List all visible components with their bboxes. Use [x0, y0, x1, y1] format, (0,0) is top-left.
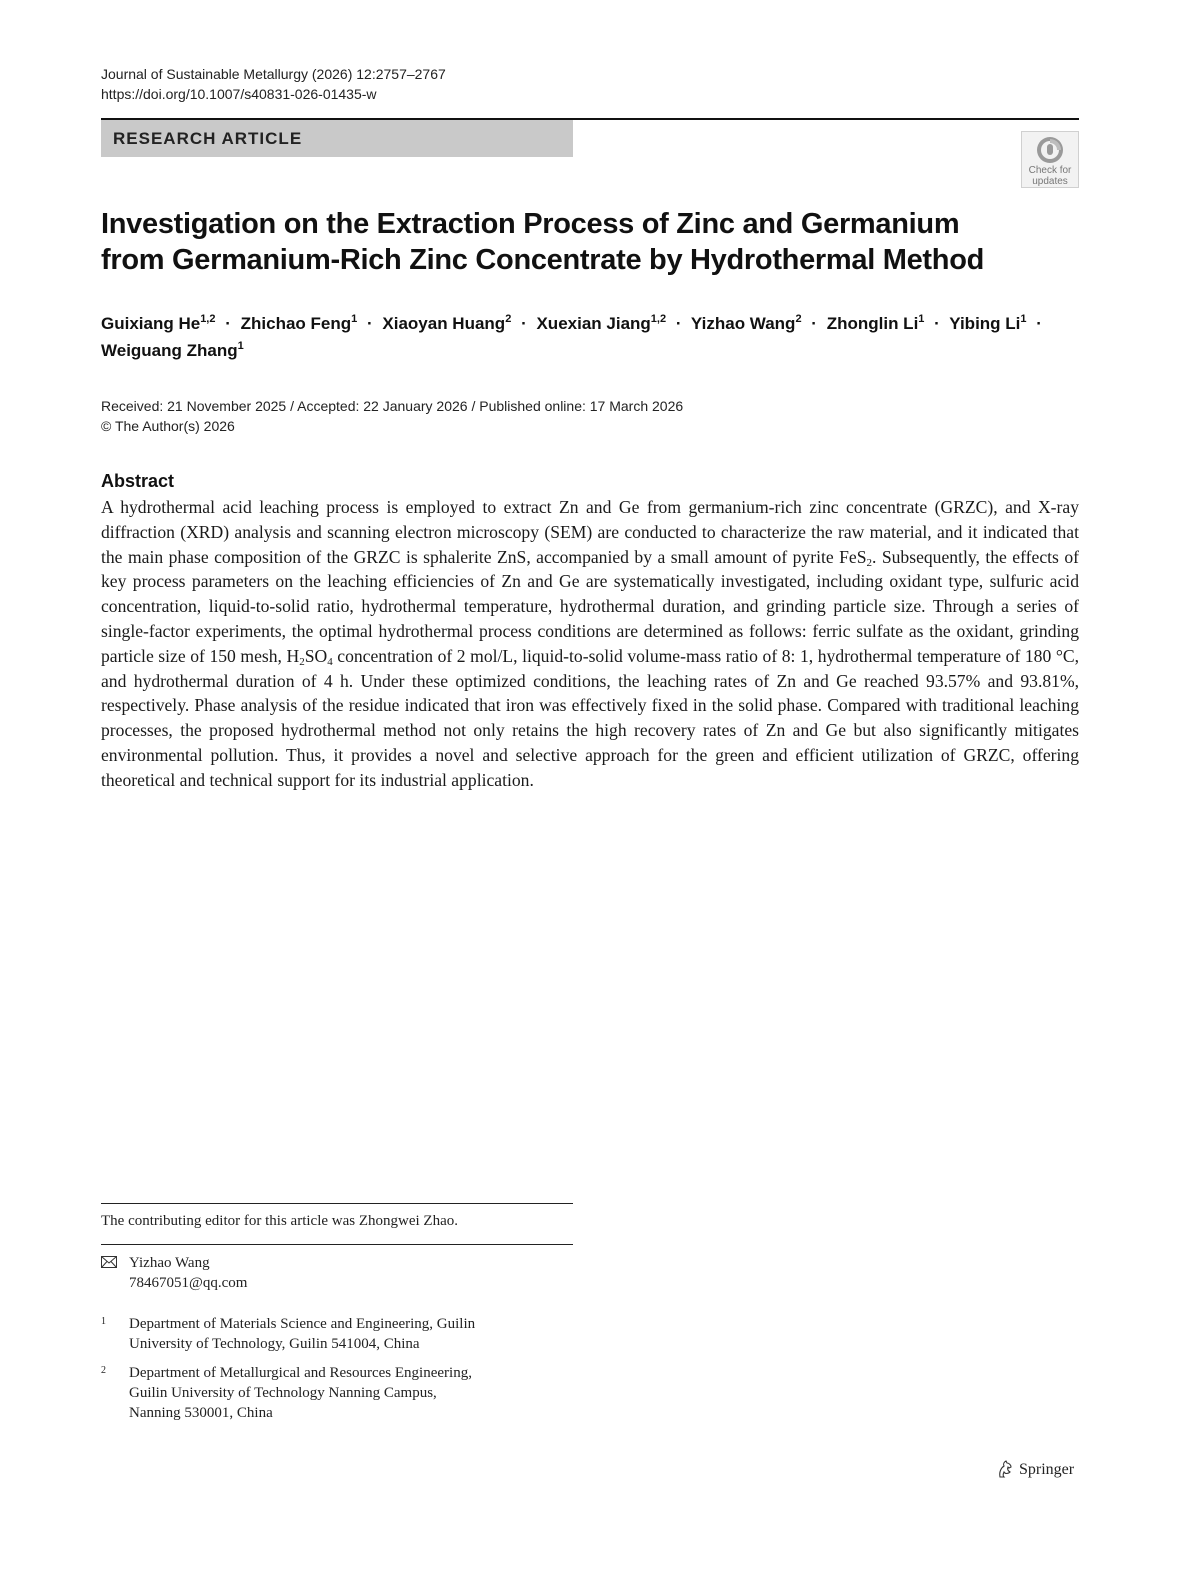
author-separator: · [225, 314, 231, 333]
affiliation-number: 1 [101, 1316, 106, 1327]
author-name: Yibing Li [949, 314, 1021, 333]
affiliation-line: University of Technology, Guilin 541004, China [129, 1336, 420, 1352]
abstract-subscript-3: 4 [327, 655, 333, 668]
abstract-heading: Abstract [101, 471, 175, 491]
abstract-subscript-1: 2 [866, 556, 872, 569]
author-affiliation-marker: 2 [505, 313, 512, 325]
publication-dates [101, 396, 683, 436]
author[interactable] [827, 314, 925, 333]
author-name: Xuexian Jiang [536, 314, 651, 333]
copyright-line: © The Author(s) 2026 [101, 418, 235, 434]
article-title [101, 206, 1081, 278]
title-line-1: Investigation on the Extraction Process of Zinc and Germanium [101, 208, 960, 240]
springer-horse-icon [995, 1459, 1015, 1479]
journal-citation: Journal of Sustainable Metallurgy (2026) 12:2757–2767 [101, 66, 446, 82]
abstract-text-2: . Subsequently, the effects of key process parameters on the leaching efficiencies of Zn and Ge are systematically investigated, including oxidant type, sulfuric acid concentration, liquid-to-solid ratio, hydrothermal temperature, hydrothermal duration, and grinding particle size. Through a series of single-factor experiments, the optimal hydrothermal process conditions are determined as follows: ferric sulfate as the oxidant, grinding particle size of 150 mesh, H [101, 546, 1079, 666]
history-dates: Received: 21 November 2025 / Accepted: 22 January 2026 / Published online: 17 March 2026 [101, 398, 684, 414]
publisher-logo [995, 1459, 1074, 1479]
abstract-text-4: concentration of 2 mol/L, liquid-to-solid volume-mass ratio of 8: 1, hydrothermal temperature of 180 °C, and hydrothermal duration of 4 h. Under these optimized conditions, the leaching rates of Zn and Ge reached 93.57% and 93.81%, respectively. Phase analysis of the residue indicated that iron was effectively fixed in the solid phase. Compared with traditional leaching processes, the proposed hydrothermal method not only retains the high recovery rates of Zn and Ge but also significantly mitigates environmental pollution. Thus, it provides a novel and selective approach for the green and efficient utilization of GRZC, offering theoretical and technical support for its industrial application. [101, 645, 1079, 790]
author[interactable] [101, 341, 244, 360]
article-type-banner [101, 120, 573, 157]
author-separator: · [811, 314, 817, 333]
author-separator: · [675, 314, 682, 333]
affiliation-line: Nanning 530001, China [129, 1405, 273, 1421]
affiliation-line: Department of Metallurgical and Resources Engineering, [129, 1365, 472, 1381]
author-affiliation-marker: 1 [1020, 313, 1027, 325]
journal-header [101, 64, 446, 104]
author-affiliation-marker: 2 [795, 313, 802, 325]
author-separator: · [521, 314, 527, 333]
author-name: Yizhao Wang [690, 314, 796, 333]
footnote-rule-bottom [101, 1244, 573, 1245]
corresponding-author-email[interactable]: 78467051@qq.com [129, 1275, 248, 1291]
author[interactable] [241, 314, 358, 333]
footnote-rule-top [101, 1203, 573, 1204]
author-affiliation-marker: 1,2 [200, 313, 216, 325]
author[interactable] [382, 314, 511, 333]
abstract-subscript-2: 2 [299, 655, 305, 668]
publisher-name: Springer [1019, 1461, 1075, 1478]
corresponding-author-name: Yizhao Wang [129, 1255, 210, 1271]
corresponding-author [101, 1253, 247, 1293]
author[interactable] [536, 314, 666, 333]
author[interactable] [691, 314, 802, 333]
author-affiliation-marker: 1 [237, 340, 244, 352]
author[interactable] [949, 314, 1026, 333]
affiliation-number: 2 [101, 1365, 106, 1376]
author-affiliation-marker: 1 [351, 313, 358, 325]
envelope-icon [101, 1256, 117, 1268]
author-name: Xiaoyan Huang [382, 314, 506, 333]
author-separator: · [366, 314, 373, 333]
affiliation-2 [101, 1363, 472, 1423]
check-updates-line2: updates [1032, 176, 1068, 187]
author[interactable] [101, 314, 215, 333]
abstract-body [101, 495, 1079, 793]
abstract-text-1: A hydrothermal acid leaching process is employed to extract Zn and Ge from germanium-rich zinc concentrate (GRZC), and X-ray diffraction (XRD) analysis and scanning electron microscopy (SEM) are conducted to characterize the raw material, and it indicated that the main phase composition of the GRZC is sphalerite ZnS, accompanied by a small amount of pyrite FeS [101, 497, 1079, 567]
abstract-text-3: SO [304, 645, 328, 666]
article-type-label: RESEARCH ARTICLE [113, 129, 303, 148]
doi-link[interactable]: https://doi.org/10.1007/s40831-026-01435-w [101, 86, 377, 102]
affiliation-line: Guilin University of Technology Nanning Campus, [129, 1385, 437, 1401]
author-list [101, 310, 1081, 364]
check-updates-line1: Check for [1028, 165, 1072, 176]
author-separator: · [934, 314, 940, 333]
title-line-2: from Germanium-Rich Zinc Concentrate by Hydrothermal Method [101, 244, 985, 276]
affiliation-1 [101, 1314, 475, 1354]
editor-note: The contributing editor for this article was Zhongwei Zhao. [101, 1213, 458, 1229]
author-name: Guixiang He [101, 314, 201, 333]
check-for-updates-badge[interactable] [1021, 131, 1079, 188]
author-separator: · [1036, 314, 1042, 333]
author-name: Zhonglin Li [826, 314, 919, 333]
author-affiliation-marker: 1,2 [650, 313, 667, 325]
author-name: Zhichao Feng [240, 314, 352, 333]
check-for-updates-icon [1035, 135, 1065, 165]
author-affiliation-marker: 1 [918, 313, 925, 325]
author-name: Weiguang Zhang [101, 341, 238, 360]
affiliation-line: Department of Materials Science and Engineering, Guilin [129, 1316, 476, 1332]
